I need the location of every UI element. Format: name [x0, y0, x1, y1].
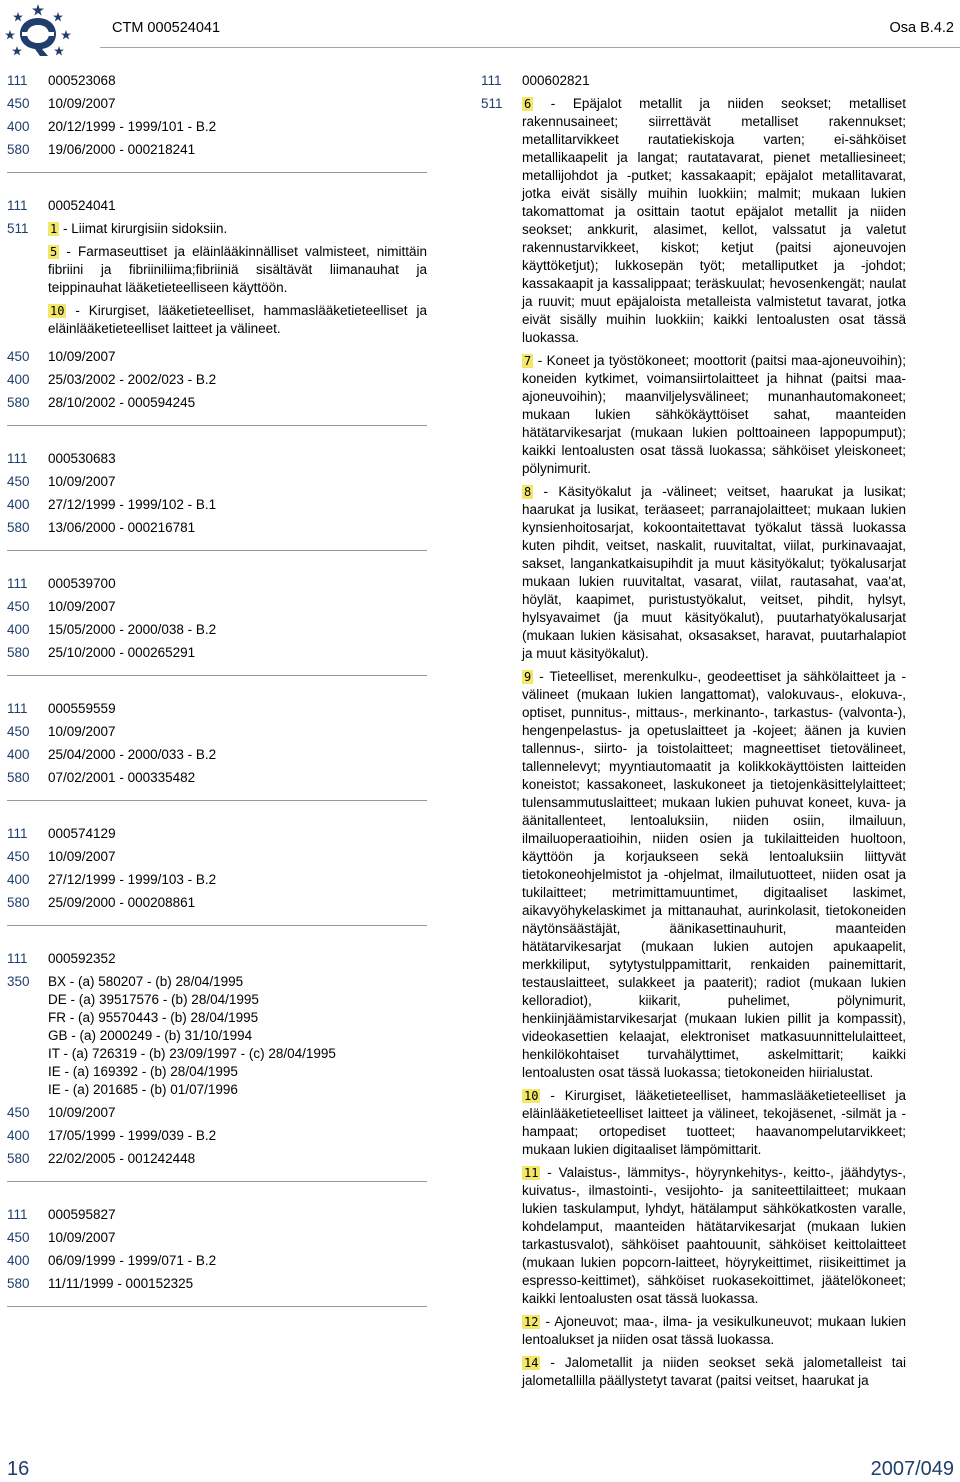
field-value: 000595827: [48, 1207, 116, 1222]
field-row: [7, 644, 427, 662]
field-value: 25/10/2000 - 000265291: [48, 645, 196, 660]
goods-class: [522, 1313, 906, 1349]
goods-class: [522, 1354, 906, 1390]
field-code: 111: [7, 1207, 28, 1222]
field-row: [7, 621, 427, 639]
field-code: 580: [7, 395, 30, 410]
field-code: 400: [7, 1253, 30, 1268]
field-value: 10/09/2007: [48, 96, 116, 111]
priority-line: IE - (a) 169392 - (b) 28/04/1995: [48, 1064, 238, 1079]
field-code: 580: [7, 895, 30, 910]
class-text: - Käsityökalut ja -välineet; veitset, haarukat ja lusikat; haarukat ja lusikat, teräaseet; parranajolaitteet; mukaan lukien kynsienhoitosarjat, kokoontaitettavat työkalut tässä luokassa kuten pihdit, veitset, naskalit, ruuvitaltat, viilat, purkinavaajat, sakset, langankatkaisupihdit ja muut käsityökalut; työkalusarjat mukaan lukien ruuvitaltat, vasarat, viilat, rautasahat, vaa'at, höylät, kaapimet, puristustyökalut, veitset, pihdit, hylsyt, hylsyavaimet (ja muut käsityökalut), puutarhatyökalusarjat (mukaan lukien käsisahat, oksasakset, haravat, puutarhalapiot ja muut käsityökalut).: [522, 484, 906, 661]
record-block: [7, 72, 427, 173]
field-row: [7, 700, 427, 718]
field-value: 000592352: [48, 951, 116, 966]
field-row: [7, 496, 427, 514]
field-row: [7, 575, 427, 593]
field-code: 111: [7, 576, 28, 591]
field-value: [48, 220, 427, 343]
ohim-logo-icon: [4, 2, 72, 58]
field-value: [522, 95, 906, 1395]
priority-line: IE - (a) 201685 - (b) 01/07/1996: [48, 1082, 238, 1097]
priority-line: FR - (a) 95570443 - (b) 28/04/1995: [48, 1010, 259, 1025]
class-number: 1: [50, 222, 58, 236]
priority-line: DE - (a) 39517576 - (b) 28/04/1995: [48, 992, 259, 1007]
field-value: 10/09/2007: [48, 599, 116, 614]
field-row: [7, 1150, 427, 1168]
class-number: 10: [50, 304, 65, 318]
priority-line: GB - (a) 2000249 - (b) 31/10/1994: [48, 1028, 253, 1043]
field-row: [7, 769, 427, 787]
goods-class: [522, 1087, 906, 1159]
field-code: 400: [7, 747, 30, 762]
field-value: 25/04/2000 - 2000/033 - B.2: [48, 747, 217, 762]
field-row: [7, 1275, 427, 1293]
class-text: - Liimat kirurgisiin sidoksiin.: [59, 221, 228, 236]
field-code: 350: [7, 974, 30, 989]
class-text: - Kirurgiset, lääketieteelliset, hammaslääketieteelliset ja eläinlääketieteelliset laitteet ja välineet.: [48, 303, 427, 336]
field-row: [7, 348, 427, 366]
field-code: 450: [7, 474, 30, 489]
section-label: Osa B.4.2: [889, 20, 954, 36]
field-row: [7, 1206, 427, 1224]
field-row: [7, 973, 427, 1099]
field-value: 10/09/2007: [48, 1105, 116, 1120]
field-value: 11/11/1999 - 000152325: [48, 1276, 194, 1291]
field-code: 580: [7, 645, 30, 660]
field-row: [7, 1104, 427, 1122]
goods-class: [48, 243, 427, 297]
class-text: - Farmaseuttiset ja eläinlääkinnälliset valmisteet, nimittäin fibriini ja fibriiniliima;fibriiniä sisältävät liimanauhat ja teippinauhat lääketieteelliseen käyttöön.: [48, 244, 427, 295]
field-code: 111: [7, 73, 28, 88]
field-value: 28/10/2002 - 000594245: [48, 395, 196, 410]
class-number: 14: [524, 1356, 539, 1370]
field-value: 06/09/1999 - 1999/071 - B.2: [48, 1253, 217, 1268]
field-code: 450: [7, 724, 30, 739]
field-value: 22/02/2005 - 001242448: [48, 1151, 196, 1166]
field-row: [7, 95, 427, 113]
left-column: [7, 72, 427, 1331]
class-text: - Epäjalot metallit ja niiden seokset; metalliset rakennusaineet; siirrettävät metalliset rakennukset; metallitarvikkeet rautatiekiskoja varten; ei-sähköiset metallikaapelit ja langat; rautatavarat, pienet metalliesineet; metallijohdot ja -putket; kassakaapit; epäjalot metallitavarat, jotka eivät sisälly muihin luokkiin; malmit; mukaan lukien takomattomat ja osittain taotut epäjalot metallit ja niiden seokset; ankkurit, alasimet, kellot, valssatut ja valetut rakennustarvikkeet, kiskot; ketjut (paitsi ajoneuvojen käyttöketjut); lukkosepän työt; metalliputket ja -johdot; kassakaapit ja kassalippaat; teräskuulat; hevosenkengät; naulat ja ruuvit; muut epäjaloista metalleista valmistetut tavarat, jotka eivät sisälly muihin luokkiin; kaikki lentoalusten osat tässä luokassa.: [522, 96, 906, 345]
field-value: [48, 973, 427, 1099]
field-code: 580: [7, 520, 30, 535]
field-value: 000574129: [48, 826, 116, 841]
field-value: 13/06/2000 - 000216781: [48, 520, 196, 535]
field-value: 19/06/2000 - 000218241: [48, 142, 196, 157]
class-number: 7: [524, 354, 532, 368]
goods-class: [48, 220, 427, 238]
field-value: 10/09/2007: [48, 724, 116, 739]
field-code: 450: [7, 349, 30, 364]
field-value: 10/09/2007: [48, 849, 116, 864]
field-code: 111: [481, 73, 502, 88]
record-block: [7, 450, 427, 551]
goods-class: [522, 1164, 906, 1308]
field-code: 450: [7, 1230, 30, 1245]
class-number: 12: [524, 1315, 539, 1329]
field-code: 580: [7, 770, 30, 785]
field-code: 450: [7, 1105, 30, 1120]
field-code: 111: [7, 198, 28, 213]
field-row: [481, 95, 906, 1395]
field-row: [7, 746, 427, 764]
priority-line: IT - (a) 726319 - (b) 23/09/1997 - (c) 28/04/1995: [48, 1046, 336, 1061]
field-value: 27/12/1999 - 1999/103 - B.2: [48, 872, 217, 887]
field-code: 111: [7, 451, 28, 466]
header-divider: [100, 47, 960, 48]
goods-class: [522, 483, 906, 663]
class-text: - Ajoneuvot; maa-, ilma- ja vesikulkuneuvot; mukaan lukien lentoalukset ja niiden osat tässä luokassa.: [522, 1314, 906, 1347]
field-code: 111: [7, 951, 28, 966]
class-number: 5: [50, 245, 58, 259]
field-row: [7, 450, 427, 468]
class-text: - Tieteelliset, merenkulku-, geodeettiset ja sähkölaitteet ja -välineet (mukaan lukien langattomat), valokuvaus-, elokuva-, optiset, punnitus-, mittaus-, merkinanto-, tarkastus- (valvonta-), hengenpelastus- ja opetuslaitteet ja -kojeet; äänen ja kuvien tallennus-, siirto- ja toistolaitteet; magneettiset tietovälineet, tallennelevyt; myyntiautomaatit ja kolikkokäyttöisten laitteiden koneistot; kassakoneet, laskukoneet ja tietojenkäsittelylaitteet; tulensammutuslaitteet; mukaan lukien puhuvat koneet, kuva- ja äänitallenteet, lentoaluksiin, niiden osiin, ilmailuun, ilmailuoperaatioihin, niiden osien ja tukilaitteiden huoltoon, käyttöön ja korjaukseen sekä lentoaluksiin liittyvät tietokoneohjelmistot ja -ohjelmat, ilmailutuotteet, niiden osat ja tukilaitteet; metrimittamuuntimet, digitaaliset laskimet, aikavyöhykelaskimet ja mittanauhat, aurinkolasit, tietokoneiden näytönsäästäjät, äänikasettinauhurit, maanteiden hätätarvikesarjat (mukaan lukien autojen apukaapelit, merkkiliput, sytytystulppamittarit, renkaiden painemittarit, testauslaitteet, sulakkeet ja paaterit); radiot (mukaan lukien kelloradiot), kiikarit, puhelimet, pölynimurit, henkiinjäämistarvikesarjat (mukaan lukien pillit ja kompassit), videokasettien kelaajat, elektroniset matkasuunnittelulaitteet, henkilökohtaiset turvahälyttimet, askelmittarit; kaikki lentoalusten osat tässä luokassa; tietokoneiden hiirialustat.: [522, 669, 906, 1080]
field-row: [7, 1229, 427, 1247]
class-number: 11: [524, 1166, 539, 1180]
class-text: - Jalometallit ja niiden seokset sekä jalometalleist tai jalometallilla päällystetyt tavarat (paitsi veitset, haarukat ja: [522, 1355, 906, 1388]
field-value: 15/05/2000 - 2000/038 - B.2: [48, 622, 217, 637]
field-value: 25/03/2002 - 2002/023 - B.2: [48, 372, 217, 387]
field-value: 000559559: [48, 701, 116, 716]
right-column: [481, 72, 906, 1408]
field-row: [7, 825, 427, 843]
field-code: 511: [481, 96, 503, 111]
field-row: [7, 894, 427, 912]
field-row: [7, 723, 427, 741]
field-value: 000523068: [48, 73, 116, 88]
field-row: [481, 72, 906, 90]
field-row: [7, 220, 427, 343]
field-code: 400: [7, 119, 30, 134]
field-value: 27/12/1999 - 1999/102 - B.1: [48, 497, 217, 512]
field-code: 400: [7, 497, 30, 512]
field-code: 450: [7, 849, 30, 864]
class-number: 6: [524, 97, 532, 111]
record-block: [7, 197, 427, 426]
goods-class: [522, 668, 906, 1082]
field-value: 000530683: [48, 451, 116, 466]
priority-line: BX - (a) 580207 - (b) 28/04/1995: [48, 974, 244, 989]
field-row: [7, 394, 427, 412]
field-code: 400: [7, 372, 30, 387]
goods-class: [522, 352, 906, 478]
record-block: [481, 72, 906, 1408]
field-row: [7, 1252, 427, 1270]
field-value: 000524041: [48, 198, 116, 213]
page-title: CTM 000524041: [112, 20, 221, 36]
field-value: 25/09/2000 - 000208861: [48, 895, 196, 910]
field-code: 400: [7, 872, 30, 887]
field-code: 580: [7, 1276, 30, 1291]
field-code: 450: [7, 96, 30, 111]
goods-class: [48, 302, 427, 338]
field-value: 000602821: [522, 73, 590, 88]
bulletin-issue: 2007/049: [870, 1458, 954, 1480]
record-block: [7, 950, 427, 1182]
record-block: [7, 825, 427, 926]
goods-class: [522, 95, 906, 347]
class-text: - Koneet ja työstökoneet; moottorit (paitsi maa-ajoneuvoihin); koneiden kytkimet, voimansiirtolaitteet ja hihnat (paitsi maa-ajoneuvoihin); maanviljelysvälineet; munanhautomakoneet; mukaan lukien sähkökäyttöiset sahat, maanteiden hätätarvikesarjat (mukaan lukien polttoaineen lappopumput); kaikki lentoalusten osat tässä luokassa; sähköiset yleiskoneet; pölynimurit.: [522, 353, 906, 476]
field-value: 000539700: [48, 576, 116, 591]
field-row: [7, 197, 427, 215]
field-code: 511: [7, 221, 29, 236]
field-row: [7, 72, 427, 90]
field-row: [7, 1127, 427, 1145]
record-block: [7, 700, 427, 801]
record-block: [7, 1206, 427, 1307]
field-code: 450: [7, 599, 30, 614]
field-code: 111: [7, 826, 28, 841]
field-value: 17/05/1999 - 1999/039 - B.2: [48, 1128, 217, 1143]
field-row: [7, 871, 427, 889]
field-code: 400: [7, 1128, 30, 1143]
class-text: - Valaistus-, lämmitys-, höyrynkehitys-, keitto-, jäähdytys-, kuivatus-, ilmastointi-, vesijohto- ja saniteettilaitteet; mukaan lukien taskulamput, lyhdyt, hätälamput sähkökatkosten varalle, kohdelamput, maanteiden hätätarvikesarjat (mukaan lukien tarkastusvalot), sähköiset paahtouunit, sähköiset keittolaitteet (mukaan lukien popcorn-laitteet, höyrykeittimet, riisikeittimet ja espresso-keittimet), sähköiset ruokasekoittimet, jäätelökoneet; kaikki lentoalusten osat tässä luokassa.: [522, 1165, 906, 1306]
class-number: 10: [524, 1089, 539, 1103]
field-value: 10/09/2007: [48, 349, 116, 364]
class-number: 8: [524, 485, 532, 499]
record-block: [7, 575, 427, 676]
field-row: [7, 950, 427, 968]
field-code: 580: [7, 1151, 30, 1166]
field-row: [7, 848, 427, 866]
field-code: 111: [7, 701, 28, 716]
field-row: [7, 141, 427, 159]
field-row: [7, 598, 427, 616]
field-value: 07/02/2001 - 000335482: [48, 770, 196, 785]
field-row: [7, 371, 427, 389]
field-row: [7, 519, 427, 537]
page-number: 16: [7, 1458, 30, 1480]
field-value: 20/12/1999 - 1999/101 - B.2: [48, 119, 217, 134]
field-row: [7, 473, 427, 491]
class-number: 9: [524, 670, 532, 684]
class-text: - Kirurgiset, lääketieteelliset, hammaslääketieteelliset ja eläinlääketieteelliset laitteet ja välineet, tekojäsenet, -silmät ja -hampaat; ortopediset tuotteet; haavanompelutarvikkeet; mukaan lukien digitaaliset lämpömittarit.: [522, 1088, 906, 1157]
field-value: 10/09/2007: [48, 474, 116, 489]
field-value: 10/09/2007: [48, 1230, 116, 1245]
page-header: [0, 0, 960, 62]
field-row: [7, 118, 427, 136]
field-code: 580: [7, 142, 30, 157]
field-code: 400: [7, 622, 30, 637]
